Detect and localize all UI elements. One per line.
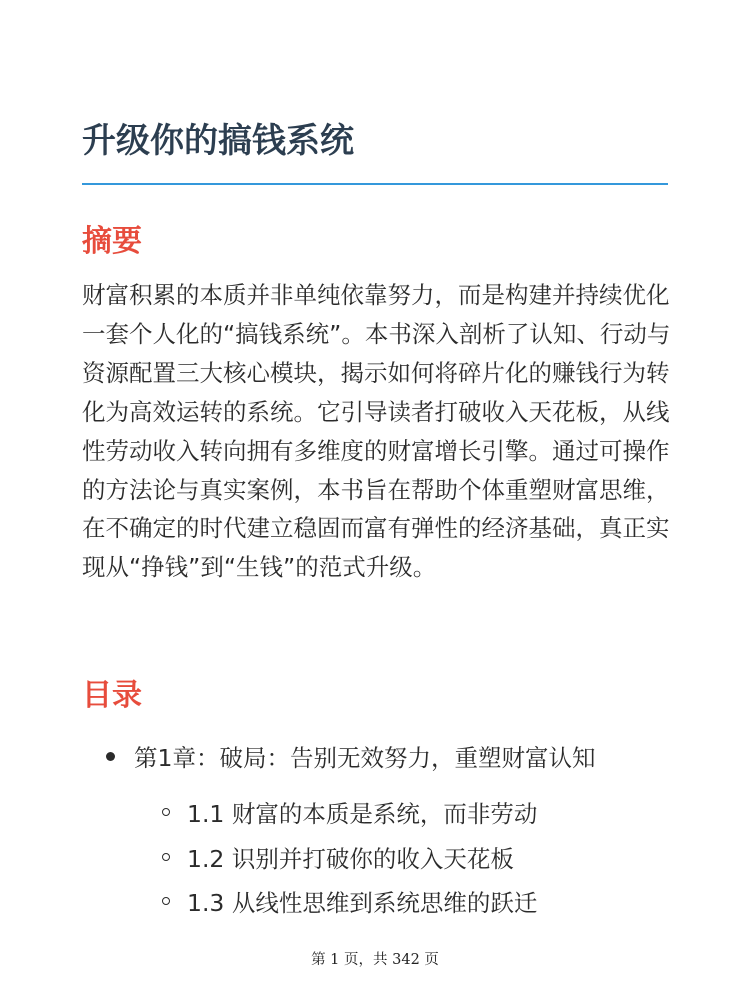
title-divider — [82, 183, 668, 185]
toc-chapter-item[interactable] — [106, 737, 595, 775]
abstract-paragraph: 财富积累的本质并非单纯依靠努力，而是构建并持续优化一套个人化的“搞钱系统”。本书深入剖析了认知、行动与资源配置三大核心模块，揭示如何将碎片化的赚钱行为转化为高效运转的系统。它引导读者打破收入天花板，从线性劳动收入转向拥有多维度的财富增长引擎。通过可操作的方法论与真实案例，本书旨在帮助个体重塑财富思维，在不确定的时代建立稳固而富有弹性的经济基础，真正实现从“挣钱”到“生钱”的范式升级。 — [82, 281, 671, 582]
bullet-disc-icon — [106, 752, 115, 761]
toc-section-label: 1.2 识别并打破你的收入天花板 — [187, 845, 514, 873]
toc-section-item[interactable] — [162, 882, 537, 920]
document-title: 升级你的搞钱系统 — [82, 121, 354, 161]
bullet-circle-icon — [162, 853, 170, 861]
toc-heading: 目录 — [82, 678, 142, 713]
abstract-heading: 摘要 — [82, 224, 142, 259]
toc-section-item[interactable] — [162, 793, 537, 831]
toc-section-label: 1.1 财富的本质是系统，而非劳动 — [187, 800, 538, 828]
toc-section-item[interactable] — [162, 838, 514, 876]
bullet-circle-icon — [162, 897, 170, 905]
bullet-circle-icon — [162, 808, 170, 816]
toc-chapter-label: 第1章：破局：告别无效努力，重塑财富认知 — [134, 744, 596, 772]
toc-section-label: 1.3 从线性思维到系统思维的跃迁 — [187, 889, 538, 917]
page-indicator: 第 1 页，共 342 页 — [311, 952, 439, 968]
